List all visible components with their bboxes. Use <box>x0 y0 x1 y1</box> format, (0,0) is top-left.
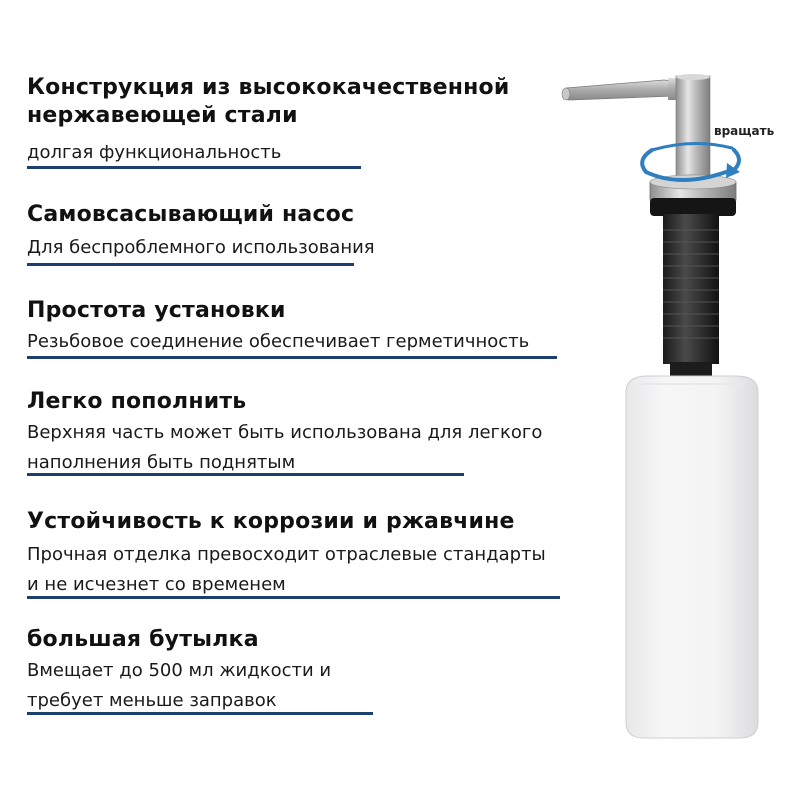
feature-description: и не исчезнет со временем <box>27 574 286 595</box>
pump-head <box>676 74 710 180</box>
feature-underline <box>27 356 557 359</box>
feature-easy-refill <box>27 388 542 478</box>
feature-title: большая бутылка <box>27 627 259 652</box>
feature-self-priming-pump <box>27 201 375 263</box>
feature-title-line: Конструкция из высококачественной <box>27 75 510 100</box>
feature-stainless-steel <box>27 74 509 168</box>
soap-dispenser-image <box>540 60 800 760</box>
feature-title: Самовсасывающий насос <box>27 202 355 227</box>
feature-large-bottle <box>27 626 331 716</box>
feature-underline <box>27 166 361 169</box>
rotate-label: вращать <box>714 124 775 138</box>
feature-description: Вмещает до 500 мл жидкости и <box>27 660 332 681</box>
mounting-nut <box>650 198 736 216</box>
feature-title: Легко пополнить <box>27 389 247 414</box>
feature-underline <box>27 712 373 715</box>
feature-description: требует меньше заправок <box>27 690 277 711</box>
threaded-shank <box>663 214 719 378</box>
feature-description: Для беспроблемного использования <box>27 237 375 258</box>
feature-title: Устойчивость к коррозии и ржавчине <box>27 509 515 534</box>
feature-underline <box>27 473 464 476</box>
feature-easy-install <box>27 297 529 357</box>
feature-description: долгая функциональность <box>27 142 282 163</box>
feature-underline <box>27 596 560 599</box>
feature-description: Прочная отделка превосходит отраслевые стандарты <box>27 544 546 565</box>
steel-spout <box>562 78 680 100</box>
feature-corrosion-resistance <box>27 508 546 600</box>
feature-title: Простота установки <box>27 298 286 323</box>
feature-underline <box>27 263 354 266</box>
feature-title-line: нержавеющей стали <box>27 103 298 128</box>
feature-description: наполнения быть поднятым <box>27 452 296 473</box>
feature-description: Резьбовое соединение обеспечивает герметичность <box>27 331 530 352</box>
plastic-bottle <box>626 376 758 738</box>
feature-description: Верхняя часть может быть использована для легкого <box>27 422 543 443</box>
